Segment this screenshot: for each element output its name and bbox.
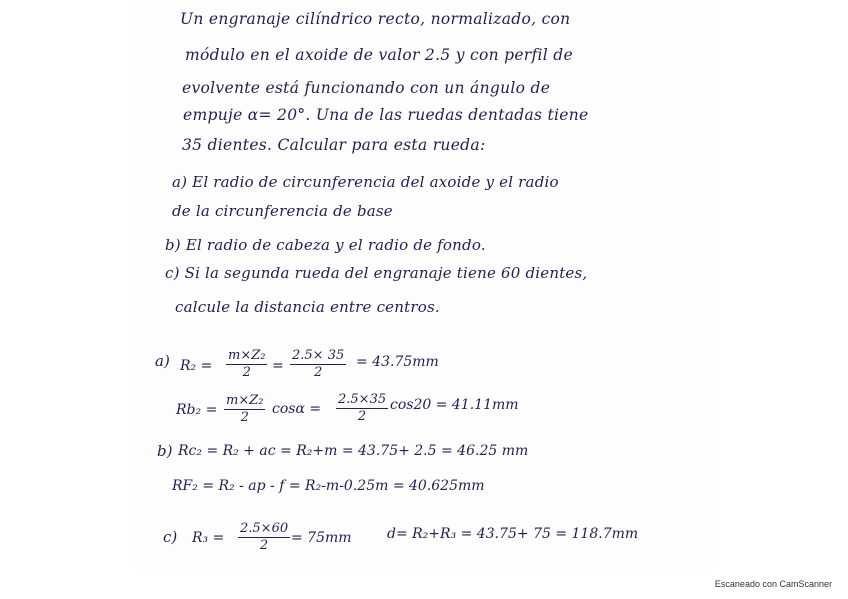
- question-a-line-1: a) El radio de circunferencia del axoide y el radio: [172, 173, 559, 191]
- fraction-denominator: 2: [259, 538, 269, 553]
- r3-lhs: R₃ =: [192, 530, 225, 546]
- question-c-line-2: calcule la distancia entre centros.: [175, 298, 440, 316]
- fraction-numerator: 2.5× 35: [292, 348, 345, 363]
- solution-a-label: a): [155, 352, 170, 370]
- r3-result: = 75mm: [291, 530, 352, 546]
- r2-lhs: R₂ =: [180, 358, 213, 374]
- fraction-numerator: 2.5×60: [240, 521, 289, 536]
- problem-line-1: Un engranaje cilíndrico recto, normalizado, con: [180, 10, 571, 28]
- question-c-line-1: c) Si la segunda rueda del engranaje tiene 60 dientes,: [165, 264, 588, 282]
- rb2-lhs: Rb₂ =: [176, 402, 218, 418]
- solution-b-label: b): [157, 442, 173, 460]
- r2-result: = 43.75mm: [356, 354, 439, 370]
- camscanner-footer: Escaneado con CamScanner: [714, 579, 832, 589]
- rc2-equation: Rc₂ = R₂ + ac = R₂+m = 43.75+ 2.5 = 46.25 mm: [178, 443, 529, 459]
- problem-line-3: evolvente está funcionando con un ángulo de: [182, 79, 551, 97]
- fraction-numerator: 2.5×35: [338, 392, 387, 407]
- r3-fraction: [238, 521, 290, 554]
- problem-line-2: módulo en el axoide de valor 2.5 y con perfil de: [185, 46, 573, 64]
- rb2-cos-alpha: cosα =: [272, 401, 322, 417]
- r2-fraction-2: [290, 348, 346, 381]
- center-distance-equation: d= R₂+R₃ = 43.75+ 75 = 118.7mm: [387, 526, 639, 542]
- fraction-numerator: m×Z₂: [228, 348, 266, 363]
- fraction-denominator: 2: [357, 409, 367, 424]
- question-b: b) El radio de cabeza y el radio de fondo.: [165, 236, 486, 254]
- problem-line-4: empuje α= 20°. Una de las ruedas dentadas tiene: [183, 106, 589, 124]
- fraction-denominator: 2: [240, 410, 249, 425]
- fraction-numerator: m×Z₂: [226, 393, 264, 408]
- fraction-denominator: 2: [313, 365, 323, 380]
- rf2-equation: RF₂ = R₂ - ap - f = R₂-m-0.25m = 40.625mm: [172, 478, 485, 494]
- solution-c-label: c): [163, 528, 178, 546]
- rb2-result: cos20 = 41.11mm: [390, 397, 519, 413]
- equals-sign: =: [272, 358, 284, 374]
- rb2-fraction-1: [224, 393, 265, 426]
- fraction-denominator: 2: [242, 365, 251, 380]
- rb2-fraction-2: [336, 392, 388, 425]
- r2-fraction-1: [226, 348, 267, 381]
- problem-line-5: 35 dientes. Calcular para esta rueda:: [182, 136, 486, 154]
- question-a-line-2: de la circunferencia de base: [172, 202, 393, 220]
